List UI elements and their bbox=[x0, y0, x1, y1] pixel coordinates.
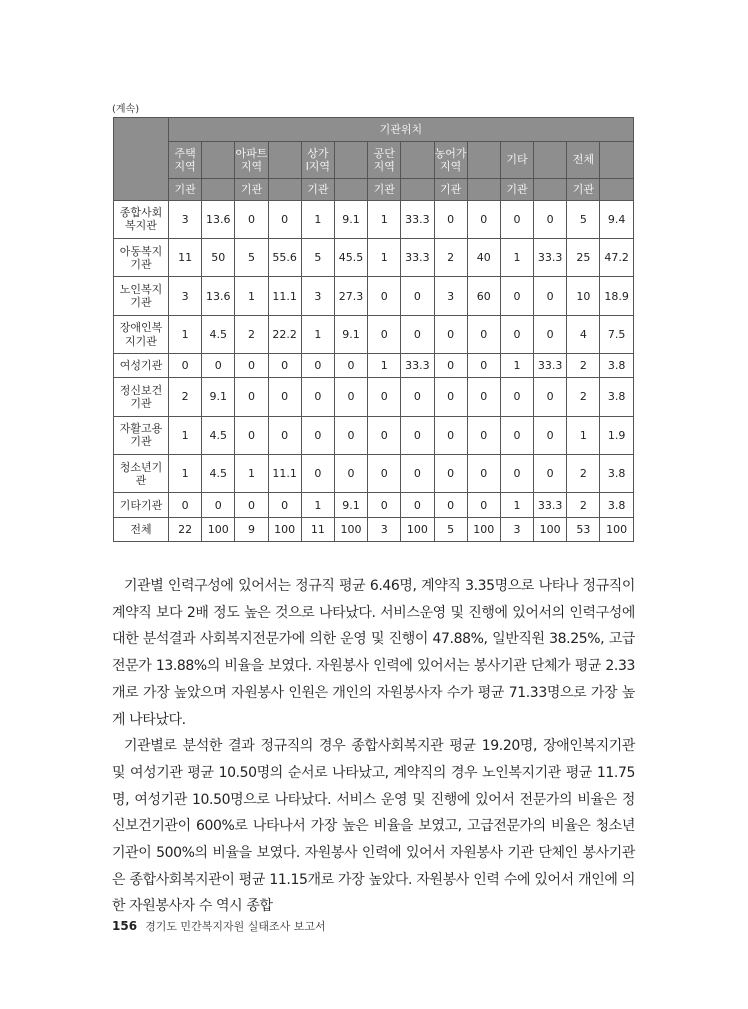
table-cell: 1 bbox=[301, 315, 334, 353]
table-cell: 50 bbox=[202, 239, 235, 277]
table-cell: 1 bbox=[368, 354, 401, 378]
table-cell: 33.3 bbox=[401, 239, 434, 277]
table-cell: 0 bbox=[301, 354, 334, 378]
unit-header: 기관 bbox=[169, 178, 202, 200]
table-row bbox=[114, 315, 634, 353]
table-cell: 1 bbox=[500, 493, 533, 517]
table-cell: 2 bbox=[567, 354, 600, 378]
row-label: 기타기관 bbox=[114, 493, 169, 517]
table-cell: 0 bbox=[434, 315, 467, 353]
table-cell: 1 bbox=[500, 354, 533, 378]
location-header-blank bbox=[202, 142, 235, 178]
location-header-blank bbox=[467, 142, 500, 178]
location-header-blank bbox=[334, 142, 367, 178]
table-cell: 2 bbox=[567, 493, 600, 517]
table-cell: 3.8 bbox=[600, 455, 633, 493]
table-cell: 9.1 bbox=[334, 315, 367, 353]
report-title: 경기도 민간복지자원 실태조사 보고서 bbox=[145, 920, 326, 933]
table-cell: 0 bbox=[169, 354, 202, 378]
row-label: 전체 bbox=[114, 517, 169, 541]
table-cell: 9.1 bbox=[202, 378, 235, 416]
table-cell: 33.3 bbox=[534, 354, 567, 378]
table-cell: 40 bbox=[467, 239, 500, 277]
table-cell: 2 bbox=[235, 315, 268, 353]
group-header: 기관위치 bbox=[169, 118, 634, 142]
table-cell: 0 bbox=[235, 354, 268, 378]
table-row bbox=[114, 416, 634, 454]
table-cell: 0 bbox=[368, 378, 401, 416]
table-cell: 0 bbox=[235, 378, 268, 416]
table-cell: 3 bbox=[169, 200, 202, 238]
unit-header-blank bbox=[401, 178, 434, 200]
table-cell: 0 bbox=[534, 200, 567, 238]
table-cell: 1 bbox=[169, 416, 202, 454]
table-cell: 1 bbox=[301, 200, 334, 238]
table-cell: 11.1 bbox=[268, 455, 301, 493]
table-cell: 0 bbox=[500, 277, 533, 315]
table-cell: 0 bbox=[401, 455, 434, 493]
table-cell: 0 bbox=[467, 200, 500, 238]
row-label: 자활고용 기관 bbox=[114, 416, 169, 454]
location-header: 상가 l지역 bbox=[301, 142, 334, 178]
table-cell: 1 bbox=[368, 200, 401, 238]
table-row bbox=[114, 354, 634, 378]
location-header-blank bbox=[268, 142, 301, 178]
table-cell: 0 bbox=[235, 200, 268, 238]
unit-header-blank bbox=[467, 178, 500, 200]
table-cell: 5 bbox=[567, 200, 600, 238]
table-cell: 0 bbox=[268, 200, 301, 238]
table-cell: 4 bbox=[567, 315, 600, 353]
table-cell: 3.8 bbox=[600, 354, 633, 378]
table-cell: 0 bbox=[334, 455, 367, 493]
table-cell: 100 bbox=[534, 517, 567, 541]
table-cell: 9.1 bbox=[334, 493, 367, 517]
table-cell: 9 bbox=[235, 517, 268, 541]
table-cell: 0 bbox=[534, 455, 567, 493]
row-label: 아동복지 기관 bbox=[114, 239, 169, 277]
table-cell: 0 bbox=[500, 416, 533, 454]
table-cell: 3.8 bbox=[600, 378, 633, 416]
table-cell: 1 bbox=[235, 277, 268, 315]
unit-header: 기관 bbox=[500, 178, 533, 200]
table-row bbox=[114, 378, 634, 416]
table-cell: 0 bbox=[434, 455, 467, 493]
table-cell: 0 bbox=[202, 493, 235, 517]
table-cell: 55.6 bbox=[268, 239, 301, 277]
table-cell: 0 bbox=[301, 455, 334, 493]
unit-header: 기관 bbox=[434, 178, 467, 200]
table-cell: 1 bbox=[169, 315, 202, 353]
table-cell: 22.2 bbox=[268, 315, 301, 353]
table-cell: 0 bbox=[434, 354, 467, 378]
location-header: 전체 bbox=[567, 142, 600, 178]
table-cell: 18.9 bbox=[600, 277, 633, 315]
table-cell: 0 bbox=[235, 493, 268, 517]
table-cell: 0 bbox=[301, 416, 334, 454]
table-cell: 2 bbox=[434, 239, 467, 277]
table-cell: 0 bbox=[268, 378, 301, 416]
table-row bbox=[114, 517, 634, 541]
table-cell: 53 bbox=[567, 517, 600, 541]
unit-header: 기관 bbox=[235, 178, 268, 200]
table-cell: 0 bbox=[401, 493, 434, 517]
unit-header-blank bbox=[600, 178, 633, 200]
table-cell: 1 bbox=[235, 455, 268, 493]
table-cell: 0 bbox=[401, 315, 434, 353]
table-cell: 3 bbox=[434, 277, 467, 315]
table-cell: 1.9 bbox=[600, 416, 633, 454]
table-cell: 0 bbox=[500, 455, 533, 493]
table-cell: 0 bbox=[334, 378, 367, 416]
table-cell: 3 bbox=[500, 517, 533, 541]
table-cell: 33.3 bbox=[401, 200, 434, 238]
table-cell: 0 bbox=[169, 493, 202, 517]
location-header-blank bbox=[401, 142, 434, 178]
table-cell: 33.3 bbox=[534, 493, 567, 517]
table-cell: 2 bbox=[567, 378, 600, 416]
table-cell: 11 bbox=[301, 517, 334, 541]
unit-header: 기관 bbox=[301, 178, 334, 200]
location-header-blank bbox=[534, 142, 567, 178]
location-header-blank bbox=[600, 142, 633, 178]
table-cell: 100 bbox=[268, 517, 301, 541]
unit-header-blank bbox=[202, 178, 235, 200]
table-cell: 13.6 bbox=[202, 200, 235, 238]
table-cell: 0 bbox=[467, 315, 500, 353]
paragraph: 기관별 인력구성에 있어서는 정규직 평균 6.46명, 계약직 3.35명으로 나타나 정규직이 계약직 보다 2배 정도 높은 것으로 나타났다. 서비스운영 및 진행에 있어서의 인력구성에 대한 분석결과 사회복지전문가에 의한 운영 및 진행이 47.88%, 일반직원 38.25%, 고급전문가 13.88%의 비율을 보였다. 자원봉사 인력에 있어서는 봉사기관 단체가 평균 2.33개로 가장 높았으며 자원봉사 인원은 개인의 자원봉사자 수가 평균 71.33명으로 가장 높게 나타났다. bbox=[112, 578, 635, 728]
unit-header-blank bbox=[334, 178, 367, 200]
table-row bbox=[114, 277, 634, 315]
table-cell: 100 bbox=[334, 517, 367, 541]
table-cell: 5 bbox=[434, 517, 467, 541]
table-cell: 0 bbox=[434, 416, 467, 454]
table-cell: 5 bbox=[235, 239, 268, 277]
table-cell: 0 bbox=[268, 493, 301, 517]
table-cell: 100 bbox=[401, 517, 434, 541]
table-cell: 0 bbox=[368, 315, 401, 353]
table-cell: 3 bbox=[301, 277, 334, 315]
unit-header-blank bbox=[534, 178, 567, 200]
table-cell: 0 bbox=[268, 416, 301, 454]
table-cell: 0 bbox=[401, 277, 434, 315]
table-cell: 0 bbox=[467, 354, 500, 378]
table-cell: 0 bbox=[368, 416, 401, 454]
table-cell: 0 bbox=[301, 378, 334, 416]
table-cell: 22 bbox=[169, 517, 202, 541]
table-row bbox=[114, 239, 634, 277]
row-label: 노인복지 기관 bbox=[114, 277, 169, 315]
table-cell: 0 bbox=[334, 354, 367, 378]
row-label: 정신보건 기관 bbox=[114, 378, 169, 416]
page-footer bbox=[112, 918, 326, 934]
table-cell: 0 bbox=[500, 200, 533, 238]
table-cell: 13.6 bbox=[202, 277, 235, 315]
location-header: 농어가 지역 bbox=[434, 142, 467, 178]
table-cell: 0 bbox=[500, 315, 533, 353]
location-header: 기타 bbox=[500, 142, 533, 178]
table-cell: 1 bbox=[567, 416, 600, 454]
table-cell: 2 bbox=[567, 455, 600, 493]
table-cell: 0 bbox=[534, 416, 567, 454]
table-cell: 3 bbox=[368, 517, 401, 541]
table-cell: 27.3 bbox=[334, 277, 367, 315]
table-cell: 7.5 bbox=[600, 315, 633, 353]
unit-header: 기관 bbox=[368, 178, 401, 200]
table-cell: 0 bbox=[500, 378, 533, 416]
table-cell: 10 bbox=[567, 277, 600, 315]
unit-header-blank bbox=[268, 178, 301, 200]
table-cell: 0 bbox=[434, 378, 467, 416]
table-cell: 9.1 bbox=[334, 200, 367, 238]
table-cell: 0 bbox=[434, 493, 467, 517]
table-row bbox=[114, 455, 634, 493]
unit-header: 기관 bbox=[567, 178, 600, 200]
paragraph: 기관별로 분석한 결과 정규직의 경우 종합사회복지관 평균 19.20명, 장애인복지기관 및 여성기관 평균 10.50명의 순서로 나타났고, 계약직의 경우 노인복지기관 평균 11.75명, 여성기관 10.50명으로 나타났다. 서비스 운영 및 진행에 있어서 전문가의 비율은 정신보건기관이 600%로 나타나서 가장 높은 비율을 보였고, 고급전문가의 비율은 청소년기관이 500%의 비율을 보였다. 자원봉사 인력에 있어서 자원봉사 기관 단체인 봉사기관은 종합사회복지관이 평균 11.15개로 가장 높았다. 자원봉사 인력 수에 있어서 개인에 의한 자원봉사자 수 역시 종합 bbox=[112, 738, 635, 915]
table-cell: 0 bbox=[434, 200, 467, 238]
table-cell: 33.3 bbox=[401, 354, 434, 378]
table-cell: 3 bbox=[169, 277, 202, 315]
row-label: 여성기관 bbox=[114, 354, 169, 378]
table-cell: 60 bbox=[467, 277, 500, 315]
continued-label: (계속) bbox=[112, 104, 140, 115]
table-cell: 1 bbox=[500, 239, 533, 277]
table-cell: 5 bbox=[301, 239, 334, 277]
table-cell: 33.3 bbox=[534, 239, 567, 277]
table-cell: 0 bbox=[368, 493, 401, 517]
table-cell: 0 bbox=[368, 455, 401, 493]
table-cell: 0 bbox=[235, 416, 268, 454]
table-cell: 4.5 bbox=[202, 455, 235, 493]
body-text bbox=[112, 573, 635, 920]
table-cell: 0 bbox=[534, 378, 567, 416]
page-number: 156 bbox=[112, 919, 138, 933]
table-cell: 0 bbox=[534, 277, 567, 315]
table-cell: 0 bbox=[467, 416, 500, 454]
row-label: 장애인복 지기관 bbox=[114, 315, 169, 353]
table-cell: 0 bbox=[467, 455, 500, 493]
table-cell: 0 bbox=[534, 315, 567, 353]
table-cell: 2 bbox=[169, 378, 202, 416]
table-cell: 100 bbox=[600, 517, 633, 541]
table-cell: 25 bbox=[567, 239, 600, 277]
row-label: 청소년기 관 bbox=[114, 455, 169, 493]
location-table bbox=[113, 117, 634, 542]
table-cell: 0 bbox=[467, 493, 500, 517]
table-cell: 1 bbox=[368, 239, 401, 277]
table-cell: 9.4 bbox=[600, 200, 633, 238]
table-cell: 11 bbox=[169, 239, 202, 277]
table-cell: 47.2 bbox=[600, 239, 633, 277]
location-header: 아파트 지역 bbox=[235, 142, 268, 178]
table-cell: 1 bbox=[301, 493, 334, 517]
table-cell: 0 bbox=[268, 354, 301, 378]
table-cell: 0 bbox=[368, 277, 401, 315]
table-cell: 0 bbox=[401, 416, 434, 454]
location-header: 주택 지역 bbox=[169, 142, 202, 178]
table-cell: 1 bbox=[169, 455, 202, 493]
table-cell: 0 bbox=[467, 378, 500, 416]
location-header: 공단 지역 bbox=[368, 142, 401, 178]
table-cell: 3.8 bbox=[600, 493, 633, 517]
table-cell: 4.5 bbox=[202, 315, 235, 353]
table-row bbox=[114, 493, 634, 517]
table-cell: 4.5 bbox=[202, 416, 235, 454]
row-label: 종합사회 복지관 bbox=[114, 200, 169, 238]
table-cell: 0 bbox=[401, 378, 434, 416]
table-cell: 0 bbox=[202, 354, 235, 378]
table-cell: 11.1 bbox=[268, 277, 301, 315]
table-cell: 0 bbox=[334, 416, 367, 454]
table-cell: 100 bbox=[202, 517, 235, 541]
table-cell: 45.5 bbox=[334, 239, 367, 277]
table-corner-cell bbox=[114, 118, 169, 201]
table-row bbox=[114, 200, 634, 238]
table-cell: 100 bbox=[467, 517, 500, 541]
